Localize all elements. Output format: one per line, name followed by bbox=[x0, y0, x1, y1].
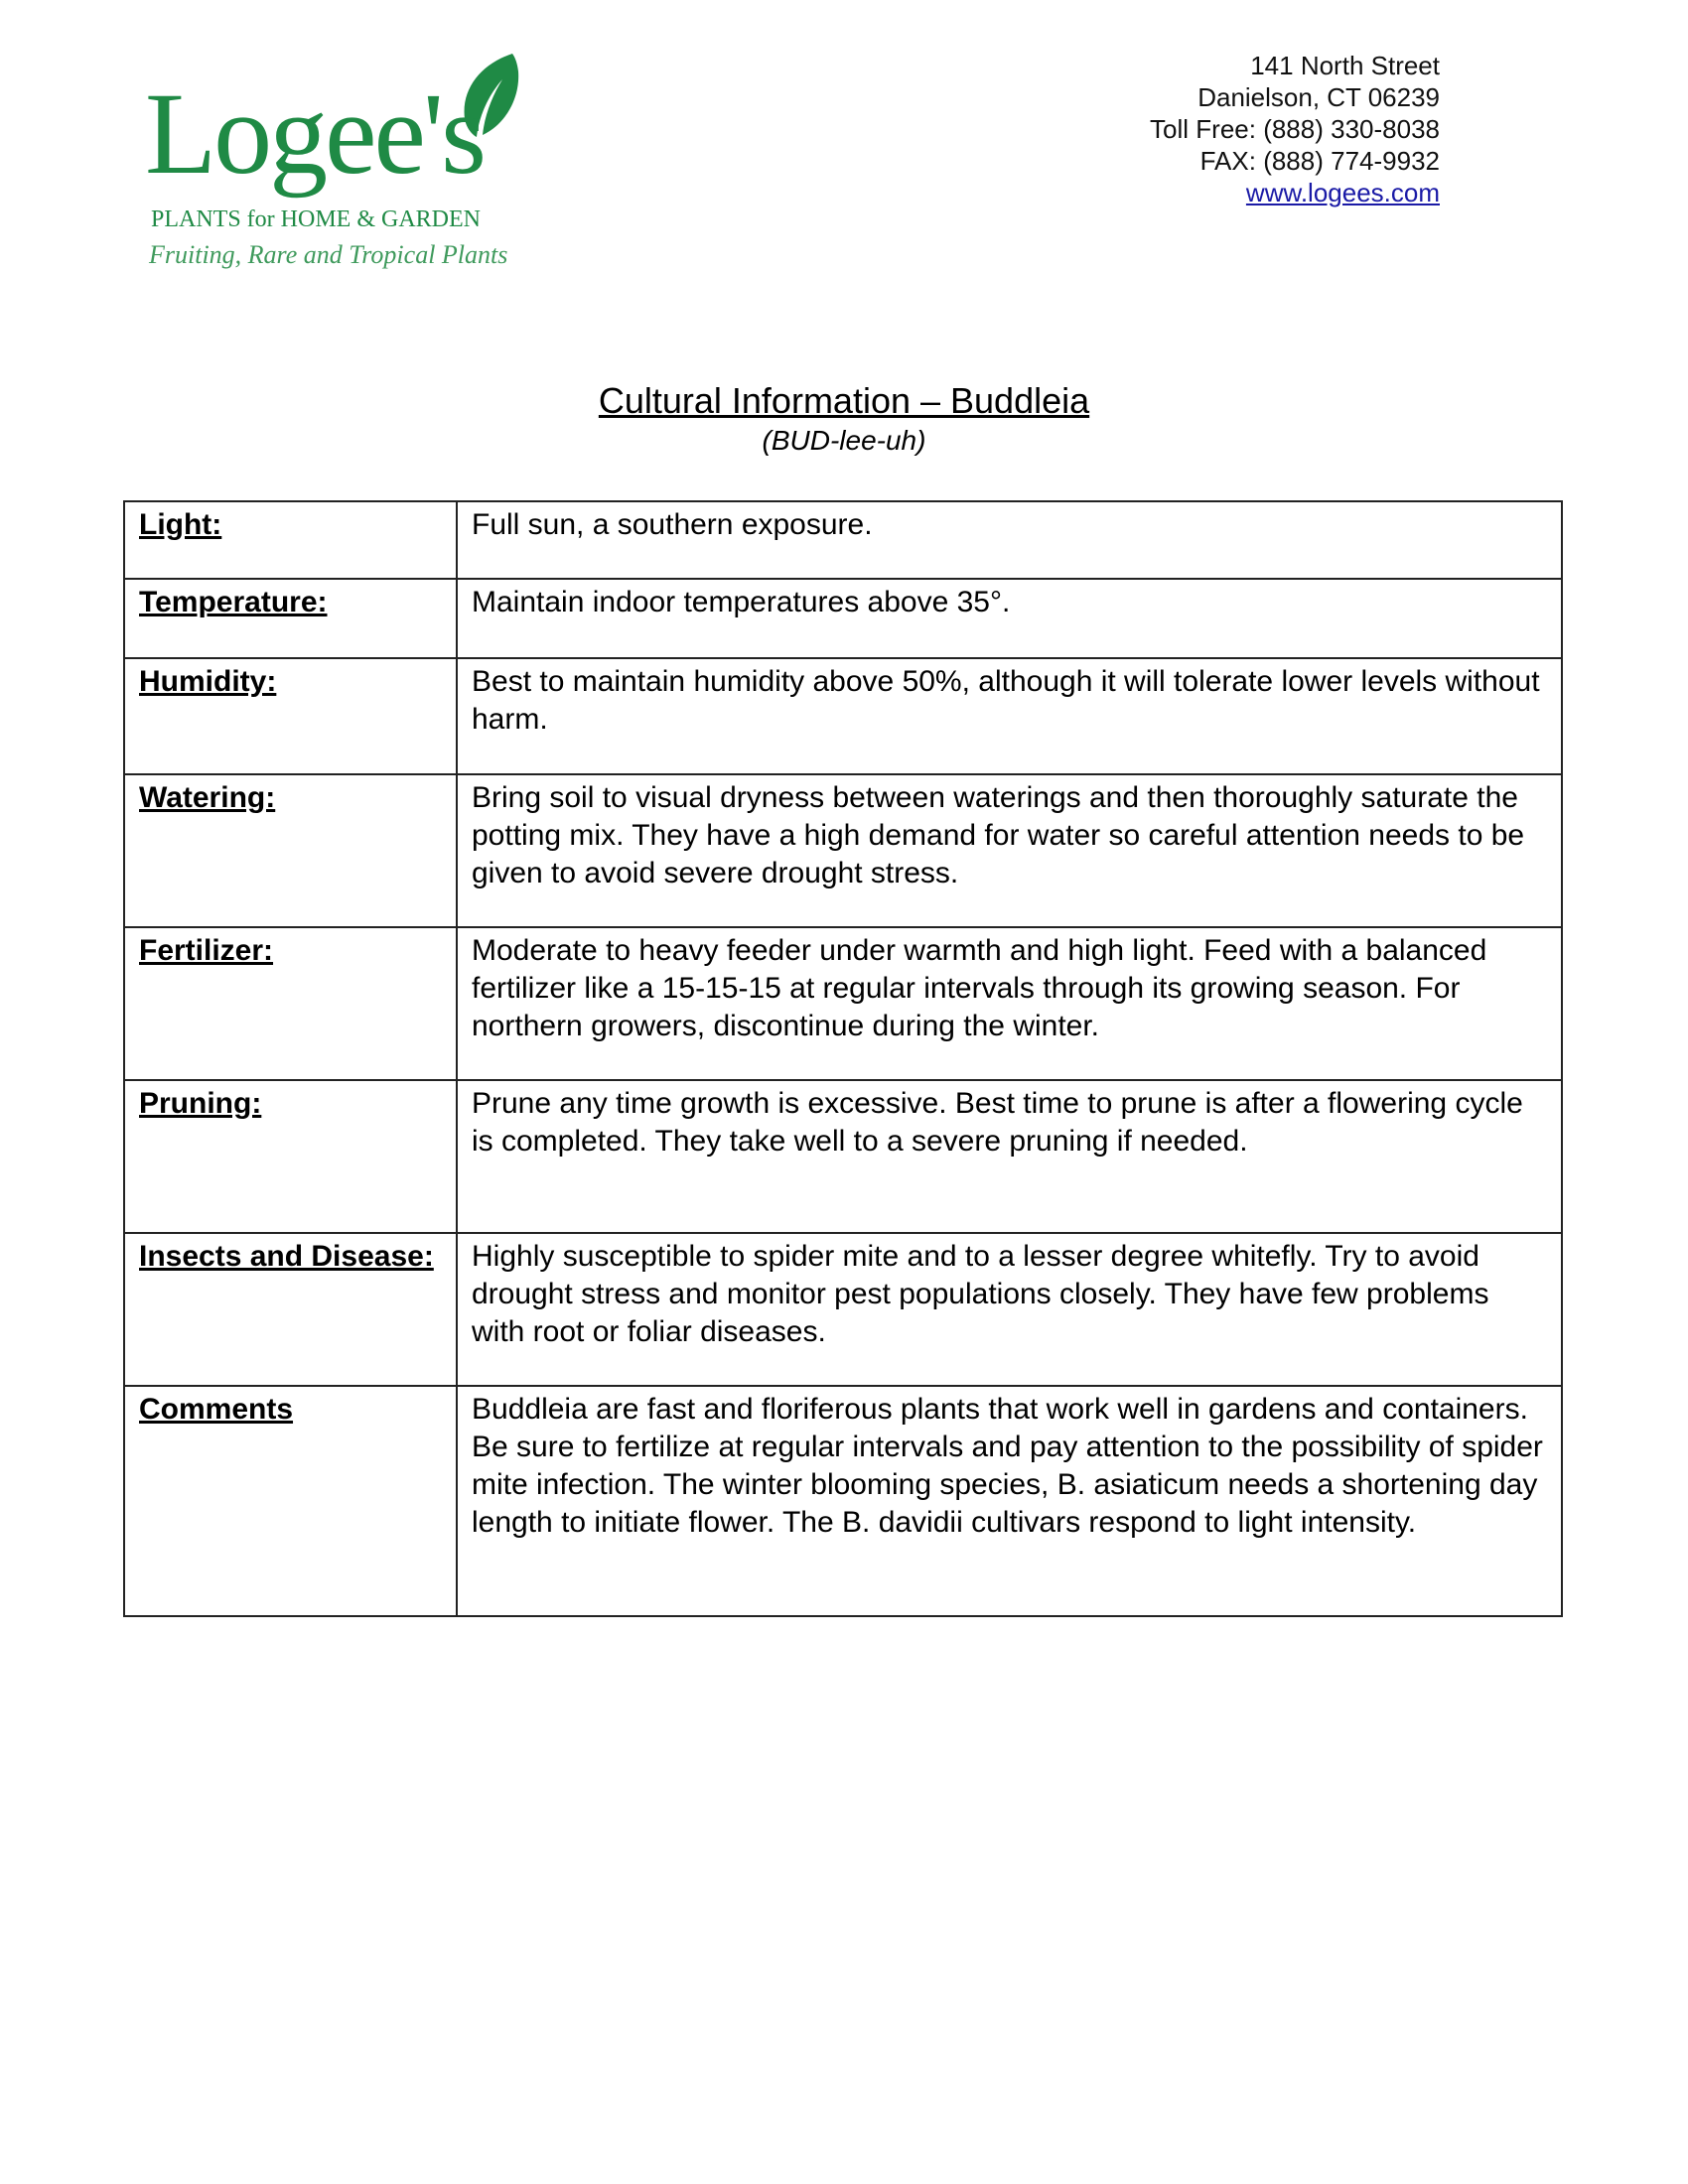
website-link[interactable]: www.logees.com bbox=[1245, 178, 1440, 207]
care-row-light bbox=[124, 501, 1562, 579]
care-text: Prune any time growth is excessive. Best time to prune is after a flowering cycle is completed. They take well to a severe pruning if needed. bbox=[457, 1080, 1562, 1233]
company-address bbox=[1150, 50, 1440, 208]
fax-number: FAX: (888) 774-9932 bbox=[1199, 146, 1440, 176]
care-label: Light: bbox=[124, 501, 457, 579]
care-label: Insects and Disease: bbox=[124, 1233, 457, 1386]
care-label: Temperature: bbox=[124, 579, 457, 658]
care-label: Humidity: bbox=[124, 658, 457, 774]
logo-subtagline: Fruiting, Rare and Tropical Plants bbox=[149, 240, 508, 269]
care-row-pruning bbox=[124, 1080, 1562, 1233]
care-text: Highly susceptible to spider mite and to a lesser degree whitefly. Try to avoid drought stress and monitor pest populations closely. They have few problems with root or foliar diseases. bbox=[457, 1233, 1562, 1386]
care-row-watering bbox=[124, 774, 1562, 927]
care-text: Full sun, a southern exposure. bbox=[457, 501, 1562, 579]
care-row-comments bbox=[124, 1386, 1562, 1616]
company-logo bbox=[145, 50, 522, 278]
care-label: Pruning: bbox=[124, 1080, 457, 1233]
care-row-humidity bbox=[124, 658, 1562, 774]
care-label: Comments bbox=[124, 1386, 457, 1616]
care-text: Bring soil to visual dryness between waterings and then thoroughly saturate the potting mix. They have a high demand for water so careful attention needs to be given to avoid severe drought stress. bbox=[457, 774, 1562, 927]
care-row-fertilizer bbox=[124, 927, 1562, 1080]
care-row-insects-disease bbox=[124, 1233, 1562, 1386]
logo-tagline: PLANTS for HOME & GARDEN bbox=[151, 206, 481, 232]
care-text: Moderate to heavy feeder under warmth and high light. Feed with a balanced fertilizer like a 15-15-15 at regular intervals through its growing season. For northern growers, discontinue during the winter. bbox=[457, 927, 1562, 1080]
care-text: Best to maintain humidity above 50%, although it will tolerate lower levels without harm. bbox=[457, 658, 1562, 774]
care-label: Watering: bbox=[124, 774, 457, 927]
care-text: Maintain indoor temperatures above 35°. bbox=[457, 579, 1562, 658]
pronunciation: (BUD-lee-uh) bbox=[762, 425, 926, 456]
care-row-temperature bbox=[124, 579, 1562, 658]
toll-free-phone: Toll Free: (888) 330-8038 bbox=[1150, 114, 1440, 144]
address-city: Danielson, CT 06239 bbox=[1197, 82, 1440, 112]
care-label: Fertilizer: bbox=[124, 927, 457, 1080]
care-table bbox=[123, 500, 1563, 1617]
address-street: 141 North Street bbox=[1250, 51, 1440, 80]
logo-wordmark: Logee's bbox=[145, 68, 485, 199]
page-title: Cultural Information – Buddleia bbox=[598, 380, 1090, 421]
care-text: Buddleia are fast and floriferous plants that work well in gardens and containers. Be sure to fertilize at regular intervals and pay attention to the possibility of spider mite infection. The winter blooming species, B. asiaticum needs a shortening day length to initiate flower. The B. davidii cultivars respond to light intensity. bbox=[457, 1386, 1562, 1616]
